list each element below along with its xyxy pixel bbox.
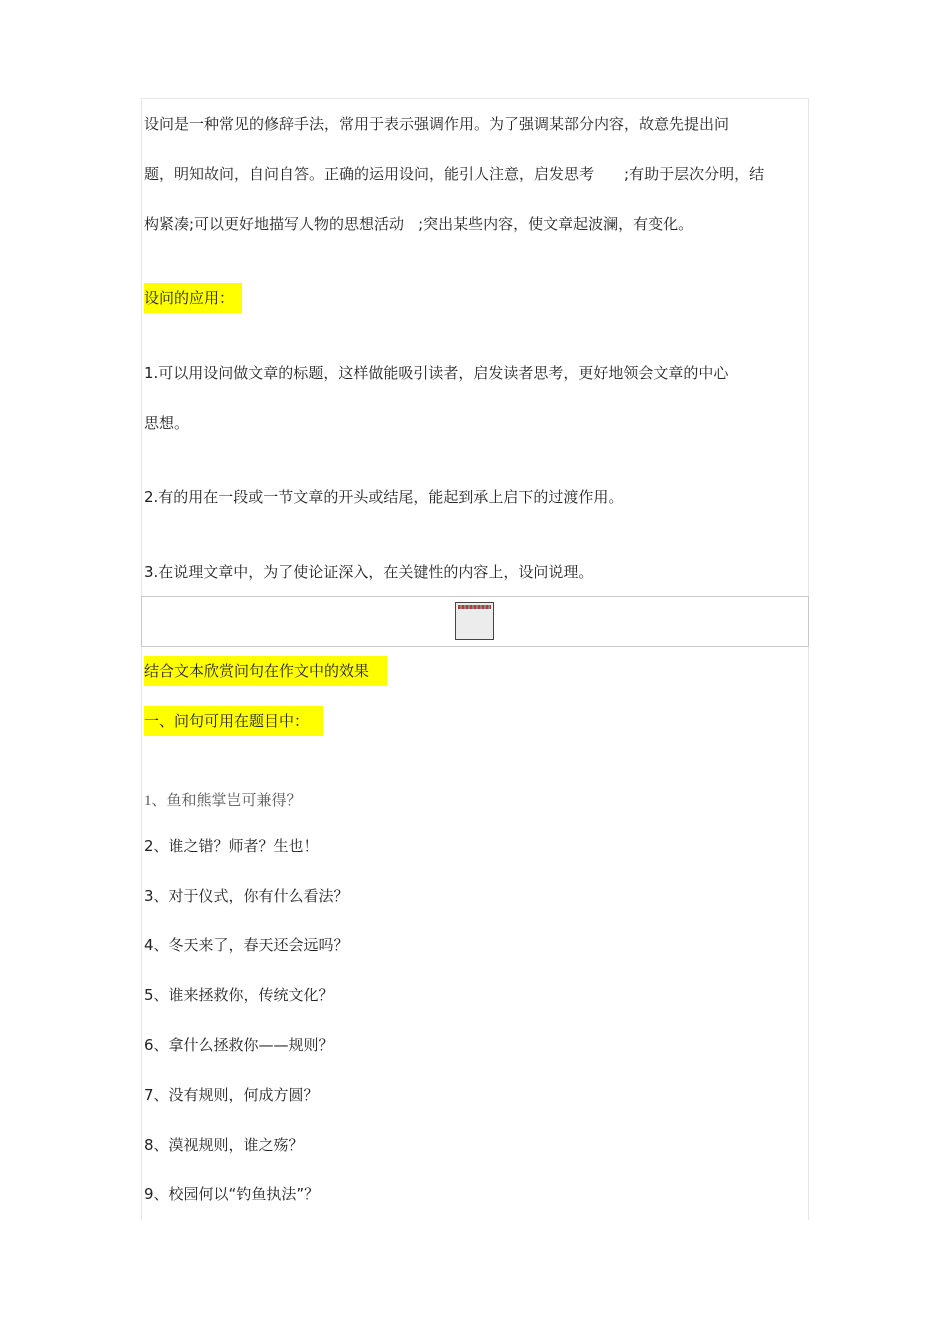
intro-line-2a: 题，明知故问，自问自答。正确的运用设问，能引人注意，启发思考 [144, 165, 595, 183]
title-example-7-num: 7 [144, 1086, 154, 1104]
title-example-5-num: 5 [144, 986, 154, 1004]
application-item-3: 3.在说理文章中，为了使论证深入，在关键性的内容上，设问说理。 [144, 563, 594, 581]
title-example-8-text: 、漠视规则，谁之殇？ [153, 1136, 304, 1154]
title-example-2-text: 、谁之错？师者？生也！ [153, 837, 319, 855]
effects-subheading-row [144, 710, 323, 732]
title-example-5 [144, 984, 334, 1006]
title-example-1-text: 、鱼和熊掌岂可兼得？ [151, 791, 302, 809]
effects-heading-row [144, 660, 387, 682]
intro-line-2b: ;有助于层次分明，结 [624, 165, 765, 183]
image-thumbnail-icon[interactable] [455, 602, 494, 640]
application-item-1-line-1: 1.可以用设问做文章的标题，这样做能吸引读者，启发读者思考，更好地领会文章的中心 [144, 364, 729, 382]
intro-line-3 [144, 213, 693, 235]
application-item-1-line-2: 思想。 [144, 414, 190, 432]
title-example-4-text: 、冬天来了，春天还会远吗？ [153, 936, 349, 954]
title-example-4 [144, 934, 349, 956]
thumbnail-header-strip [458, 605, 491, 609]
effects-heading: 结合文本欣赏问句在作文中的效果 [144, 656, 387, 686]
title-example-6-text: 、拿什么拯救你——规则？ [153, 1036, 334, 1054]
intro-line-3b: ;突出某些内容，使文章起波澜，有变化。 [418, 215, 694, 233]
title-example-9-text: 、校园何以“钓鱼执法”？ [153, 1185, 320, 1203]
title-example-5-text: 、谁来拯救你，传统文化？ [153, 986, 334, 1004]
intro-line-3a: 构紧凑;可以更好地描写人物的思想活动 [144, 215, 405, 233]
title-example-1 [144, 789, 302, 812]
title-example-9-num: 9 [144, 1185, 154, 1203]
title-example-8-num: 8 [144, 1136, 154, 1154]
title-example-7 [144, 1084, 319, 1106]
title-example-2-num: 2 [144, 837, 154, 855]
title-example-1-num: 1 [144, 793, 152, 809]
intro-line-1: 设问是一种常见的修辞手法，常用于表示强调作用。为了强调某部分内容，故意先提出问 [144, 115, 730, 133]
title-example-3-num: 3 [144, 887, 154, 905]
application-heading: 设问的应用： [144, 283, 242, 313]
title-example-8 [144, 1134, 304, 1156]
title-example-7-text: 、没有规则，何成方圆？ [153, 1086, 319, 1104]
intro-line-2 [144, 163, 764, 185]
effects-subheading: 一、问句可用在题目中： [144, 706, 323, 736]
title-example-3-text: 、对于仪式，你有什么看法？ [153, 887, 349, 905]
title-example-6-num: 6 [144, 1036, 154, 1054]
title-example-2 [144, 835, 319, 857]
title-example-4-num: 4 [144, 936, 154, 954]
embedded-image-row [141, 596, 809, 647]
title-example-9 [144, 1183, 319, 1205]
application-heading-row [144, 287, 242, 309]
title-example-3 [144, 885, 349, 907]
title-example-6 [144, 1034, 334, 1056]
application-item-2: 2.有的用在一段或一节文章的开头或结尾，能起到承上启下的过渡作用。 [144, 488, 624, 506]
